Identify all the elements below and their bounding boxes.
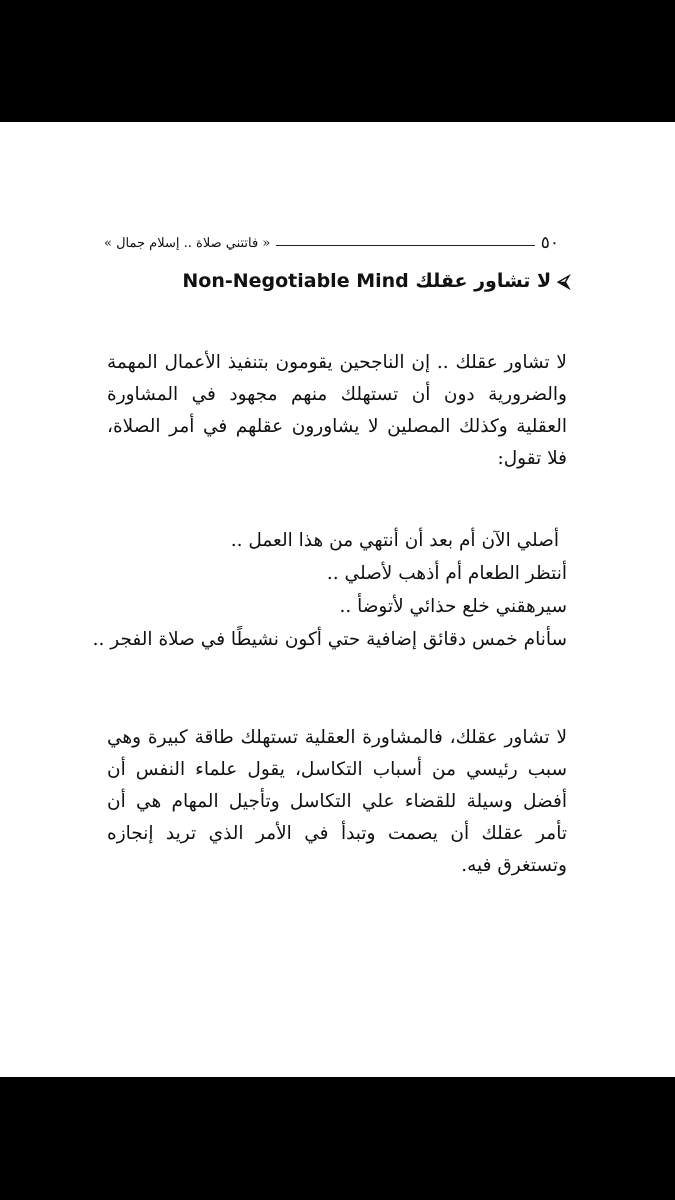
header-rule [276,245,534,246]
excuse-line: سيرهقني خلع حذائي لأتوضأ .. [339,596,567,617]
heading-arabic: لا تشاور عقلك [415,270,552,292]
paragraph-advice: لا تشاور عقلك، فالمشاورة العقلية تستهلك طاقة كبيرة وهي سبب رئيسي من أسباب التكاسل، يقول علماء النفس أن أفضل وسيلة للقضاء علي التكاسل وتأجيل المهام هي أن تأمر عقلك أن يصمت وتبدأ في الأمر الذي تريد إنجازه وتستغرق فيه. [107,727,567,876]
excuse-line: أصلي الآن أم بعد أن أنتهي من هذا العمل .. [230,530,559,551]
excuses-list [92,524,567,656]
page-number: ٥٠ [540,233,559,253]
paragraph-intro: لا تشاور عقلك .. إن الناجحين يقومون بتنفيذ الأعمال المهمة والضرورية دون أن تستهلك منهم مجهود في المشاورة العقلية وكذلك المصلين لا يشاورون عقلهم في أمر الصلاة، فلا تقول: [107,352,567,469]
book-title: « فاتتني صلاة .. إسلام جمال » [104,235,271,251]
book-page [0,122,675,1077]
excuse-line: سأنام خمس دقائق إضافية حتي أكون نشيطًا في صلاة الفجر .. [92,629,567,650]
excuse-line: أنتظر الطعام أم أذهب لأصلي .. [326,563,567,584]
section-heading [100,270,570,292]
heading-english: Non-Negotiable Mind [182,270,409,292]
running-header [104,230,559,256]
arrow-bullet-icon: ⮘ [557,271,570,292]
